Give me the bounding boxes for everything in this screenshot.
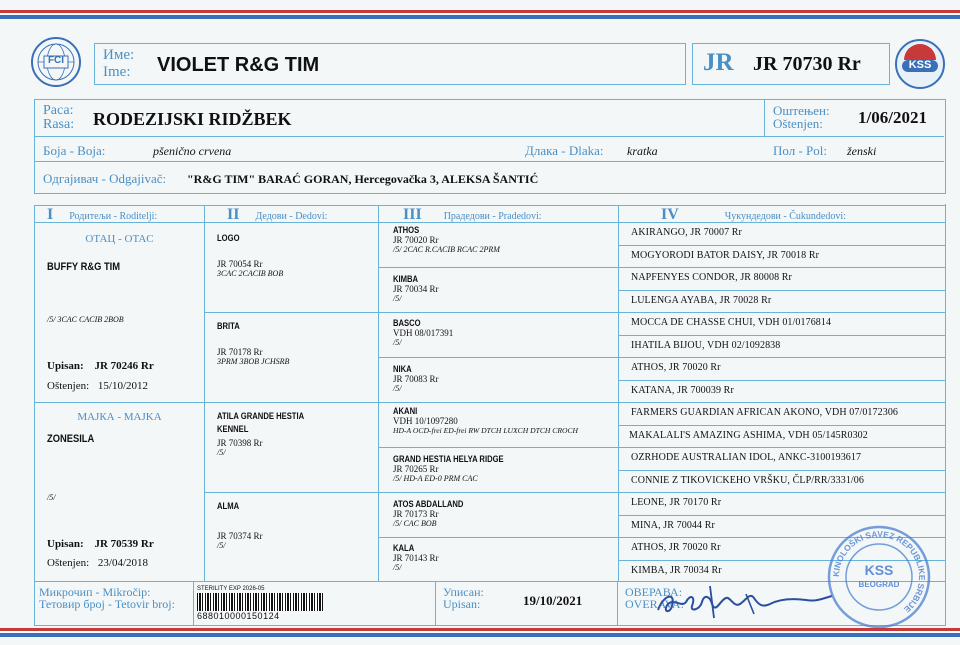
coat-label: Длака - Dlaka: <box>525 143 604 158</box>
sire-titles: /5/ 3CAC CACIB 2BOB <box>47 315 124 324</box>
name-label-cyr: Име: <box>103 47 135 63</box>
dam-reg: JR 70539 Rr <box>94 538 154 550</box>
ancestor-text: CONNIE Z TIKOVICKEHO VRŠKU, ČLP/RR/3331/06 <box>631 475 865 486</box>
dog-name: VIOLET R&G TIM <box>157 54 320 76</box>
great-grandparent-name: GRAND HESTIA HELYA RIDGE <box>393 454 504 464</box>
grandparent-name: ALMA <box>217 501 240 511</box>
chip-label-1: Микрочип - Mikročip: <box>39 585 151 599</box>
col-header-3 <box>378 205 618 222</box>
grandparent-name-2: KENNEL <box>217 424 249 434</box>
ancestor-text: ATHOS, JR 70020 Rr <box>631 542 721 553</box>
col-header-1 <box>34 205 204 222</box>
great-grandparent-titles: /5/ <box>393 384 402 393</box>
ancestor-text: KATANA, JR 700039 Rr <box>631 385 734 396</box>
col-roman-4: IV <box>661 206 679 223</box>
upisan-label-lat: Upisan: <box>443 597 481 611</box>
reg-number: JR 70730 Rr <box>753 53 861 75</box>
dam-born-line <box>47 557 148 569</box>
ancestor-text: LEONE, JR 70170 Rr <box>631 497 722 508</box>
great-grandparent-cell <box>378 402 618 447</box>
great-grandparent-name: ATHOS <box>393 225 420 235</box>
signature <box>650 574 840 624</box>
sire-reg: JR 70246 Rr <box>94 360 154 372</box>
great-grandparent-reg: VDH 08/017391 <box>393 328 454 338</box>
dam-born-label: Oštenjen: <box>47 557 90 569</box>
great-grandparent-name: ATOS ABDALLAND <box>393 499 464 509</box>
sire-heading: ОТАЦ - OTAC <box>85 233 154 245</box>
great-grandparent-reg: VDH 10/1097280 <box>393 416 458 426</box>
ancestor-cell <box>618 425 946 447</box>
col-header-2 <box>204 205 378 222</box>
great-grandparent-cell <box>378 357 618 402</box>
grandparent-titles: /5/ <box>217 448 226 457</box>
ancestor-text: LULENGA AYABA, JR 70028 Rr <box>631 295 772 306</box>
great-grandparent-cell <box>378 447 618 492</box>
stamp-city: BEOGRAD <box>858 580 900 589</box>
ancestor-cell <box>618 245 946 267</box>
top-stripe <box>0 10 960 19</box>
grandparent-name: BRITA <box>217 321 240 331</box>
color-value: pšenično crvena <box>153 144 232 158</box>
chip-sticker <box>197 586 327 624</box>
great-grandparent-reg: JR 70173 Rr <box>393 509 439 519</box>
great-grandparent-titles: /5/ HD-A ED-0 PRM CAC <box>393 474 478 483</box>
grandparent-cell <box>204 492 378 582</box>
great-grandparent-name: KIMBA <box>393 274 419 284</box>
grandparent-reg: JR 70374 Rr <box>217 531 263 541</box>
ancestor-text: KIMBA, JR 70034 Rr <box>631 565 722 576</box>
ancestor-cell <box>618 447 946 470</box>
ancestor-text: MAKALALI'S AMAZING ASHIMA, VDH 05/145R0302 <box>629 430 868 441</box>
fci-logo-text: FCI <box>47 55 65 66</box>
sire-born-label: Oštenjen: <box>47 380 90 392</box>
grandparent-cell <box>204 222 378 312</box>
chip-label-2: Тетовир број - Tetovir broj: <box>39 597 175 611</box>
ancestor-text: MINA, JR 70044 Rr <box>631 520 715 531</box>
dam-titles: /5/ <box>47 493 56 502</box>
overava-lat: OVERAVA: <box>625 597 684 611</box>
whelped-label-cyr: Оштењен: <box>773 103 830 118</box>
ancestor-text: ATHOS, JR 70020 Rr <box>631 362 721 373</box>
jr-prefix: JR <box>703 49 734 76</box>
ancestor-text: OZRHODE AUSTRALIAN IDOL, ANKC-3100193617 <box>631 452 862 463</box>
breed-value: RODEZIJSKI RIDŽBEK <box>93 109 292 129</box>
reg-box <box>692 43 890 85</box>
great-grandparent-name: BASCO <box>393 318 421 328</box>
great-grandparent-reg: JR 70083 Rr <box>393 374 439 384</box>
ancestor-cell <box>618 492 946 515</box>
great-grandparent-titles: /5/ <box>393 338 402 347</box>
col-label-4: Чукундедови - Čukundedovi: <box>724 211 846 222</box>
chip-number: 688010000150124 <box>197 611 280 621</box>
dam-born: 23/04/2018 <box>97 557 149 569</box>
great-grandparent-cell <box>378 312 618 357</box>
great-grandparent-name: NIKA <box>393 364 412 374</box>
sire-name: BUFFY R&G TIM <box>47 261 121 273</box>
ancestor-text: MOGYORODI BATOR DAISY, JR 70018 Rr <box>631 250 820 261</box>
breed-block <box>34 99 946 194</box>
ancestor-cell <box>618 267 946 290</box>
ancestor-cell <box>618 290 946 312</box>
upisan-value: 19/10/2021 <box>523 593 583 608</box>
col-label-1: Родитељи - Roditelji: <box>69 211 158 222</box>
stamp-ring-text: KINOLOŠKI SAVEZ REPUBLIKE SRBIJE <box>830 528 928 615</box>
great-grandparent-reg: JR 70020 Rr <box>393 235 439 245</box>
grandparent-reg: JR 70054 Rr <box>217 259 263 269</box>
dam-name: ZONESILA <box>47 433 95 445</box>
grandparent-titles: 3CAC 2CACIB BOB <box>217 269 284 278</box>
upisan-label-cyr: Уписан: <box>443 585 484 599</box>
ancestor-text: FARMERS GUARDIAN AFRICAN AKONO, VDH 07/0172306 <box>631 407 899 418</box>
name-label-lat: Ime: <box>103 64 131 80</box>
col-roman-1: I <box>47 206 54 223</box>
grandparent-reg: JR 70178 Rr <box>217 347 263 357</box>
col-label-3: Прадедови - Pradedovi: <box>443 211 542 222</box>
col-roman-3: III <box>403 206 422 223</box>
great-grandparent-cell <box>378 222 618 267</box>
sire-born: 15/10/2012 <box>97 380 149 392</box>
whelped-value: 1/06/2021 <box>858 108 927 127</box>
breeder-label: Одгајивач - Odgajivač: <box>43 171 167 186</box>
chip-sticker-title: STERILITY EXP 2026-05 <box>197 586 265 592</box>
grandparent-cell <box>204 312 378 402</box>
breed-label-cyr: Раса: <box>43 103 74 118</box>
ancestor-text: MOCCA DE CHASSE CHUI, VDH 01/0176814 <box>631 317 832 328</box>
ancestor-text: NAPFENYES CONDOR, JR 80008 Rr <box>631 272 792 283</box>
sire-cell <box>34 222 204 402</box>
dam-reg-line <box>47 538 154 550</box>
great-grandparent-cell <box>378 492 618 537</box>
grandparent-name: LOGO <box>217 233 240 243</box>
barcode <box>197 593 323 611</box>
sex-label: Пол - Pol: <box>773 143 827 158</box>
col-header-4 <box>618 205 946 222</box>
sire-upisan-label: Upisan: <box>47 360 84 372</box>
ancestor-text: AKIRANGO, JR 70007 Rr <box>631 227 742 238</box>
ancestor-cell <box>618 335 946 357</box>
kss-stamp <box>826 524 932 630</box>
grandparent-cell <box>204 402 378 492</box>
kss-logo <box>894 38 946 90</box>
breeder-value: "R&G TIM" BARAĆ GORAN, Hercegovačka 3, ALEKSA ŠANTIĆ <box>187 172 539 186</box>
grandparent-titles: /5/ <box>217 541 226 550</box>
breed-label-lat: Rasa: <box>43 117 75 132</box>
great-grandparent-reg: JR 70265 Rr <box>393 464 439 474</box>
great-grandparent-titles: /5/ CAC BOB <box>393 519 437 528</box>
col-roman-2: II <box>227 206 240 223</box>
ancestor-cell <box>618 380 946 402</box>
fci-logo <box>30 36 82 88</box>
grandparent-titles: 3PRM 3BOB JCHSRB <box>217 357 290 366</box>
great-grandparent-name: KALA <box>393 543 415 553</box>
kss-logo-text: KSS <box>908 59 932 71</box>
col-label-2: Дедови - Dedovi: <box>255 211 328 222</box>
great-grandparent-cell <box>378 537 618 582</box>
grandparent-reg: JR 70398 Rr <box>217 438 263 448</box>
overava-cyr: ОВЕРАВА: <box>625 585 683 599</box>
great-grandparent-titles: /5/ <box>393 563 402 572</box>
stamp-text: KSS <box>864 562 894 578</box>
great-grandparent-titles: /5/ <box>393 294 402 303</box>
dam-heading: МАЈКА - MAJKA <box>77 411 162 423</box>
sire-born-line <box>47 380 148 392</box>
name-box <box>94 43 686 85</box>
coat-value: kratka <box>627 144 658 158</box>
ancestor-cell <box>618 357 946 380</box>
great-grandparent-titles: HD-A OCD-frei ED-frei RW DTCH LUXCH DTCH CROCH <box>393 426 578 435</box>
ancestor-cell <box>618 222 946 245</box>
ancestor-cell <box>618 470 946 492</box>
ancestor-cell <box>618 312 946 335</box>
whelped-label-lat: Oštenjen: <box>773 116 823 131</box>
dam-cell <box>34 402 204 582</box>
great-grandparent-name: AKANI <box>393 406 418 416</box>
great-grandparent-titles: /5/ 2CAC R.CACIB RCAC 2PRM <box>393 245 500 254</box>
sex-value: ženski <box>847 144 877 158</box>
ancestor-cell <box>618 402 946 425</box>
great-grandparent-cell <box>378 267 618 312</box>
sire-reg-line <box>47 360 154 372</box>
great-grandparent-reg: JR 70034 Rr <box>393 284 439 294</box>
dam-upisan-label: Upisan: <box>47 538 84 550</box>
bottom-stripe <box>0 628 960 637</box>
color-label: Боја - Boja: <box>43 143 106 158</box>
ancestor-text: IHATILA BIJOU, VDH 02/1092838 <box>631 340 781 351</box>
grandparent-name: ATILA GRANDE HESTIA <box>217 411 305 421</box>
great-grandparent-reg: JR 70143 Rr <box>393 553 439 563</box>
